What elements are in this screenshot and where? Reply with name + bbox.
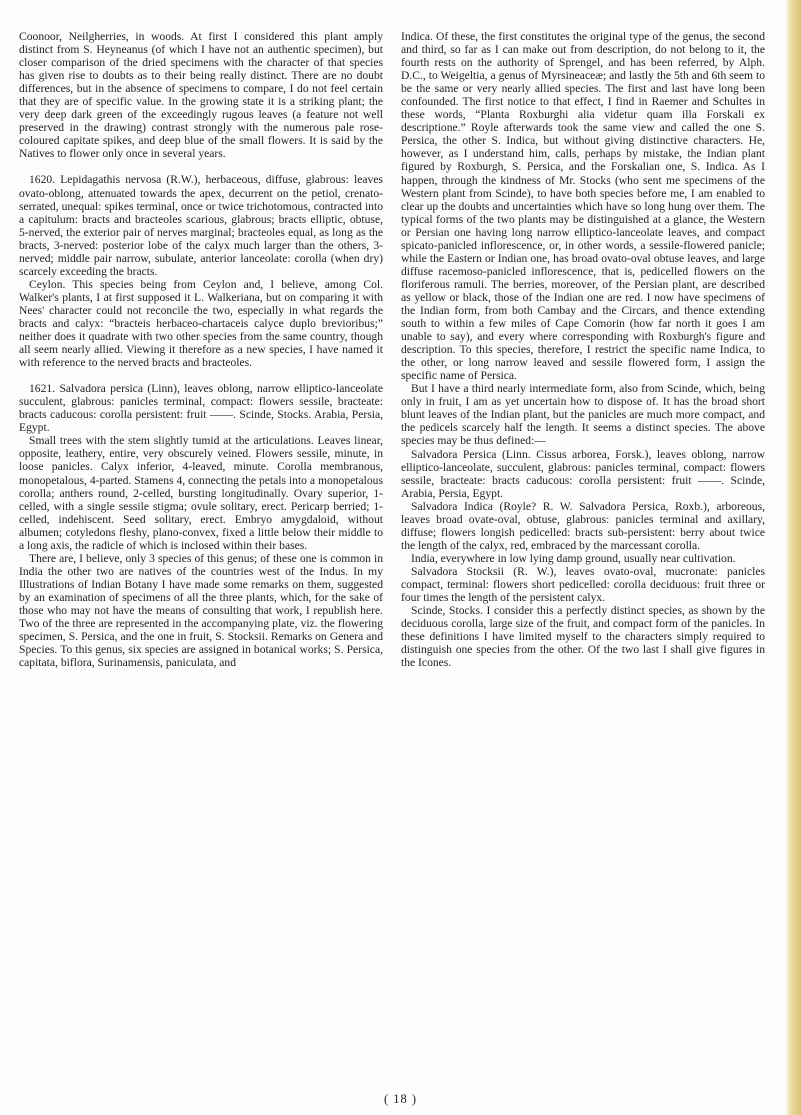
paragraph: 1620. Lepidagathis nervosa (R.W.), herbaceous, diffuse, glabrous: leaves ovato-oblong, attenuated towards the apex, decurrent on the petiol, crenato-serrated, unequal: spikes terminal, once or twice trichotomous, contracted into a capitulum: bracts and bracteoles scarious, glabrous; bracts elliptic, obtuse, 5-nerved, the exterior pair of nerves marginal; bracteoles equal, as long as the bracts, 3-nerved: posterior lobe of the calyx much larger than the others, 3-nerved; middle pair narrow, subulate, anterior lanceolate: corolla (when dry) scarcely exceeding the bracts. — [19, 173, 383, 278]
paragraph: 1621. Salvadora persica (Linn), leaves oblong, narrow elliptico-lanceolate succulent, glabrous: panicles terminal, compact: flowers sessile, bracteate: bracts caducous: corolla persistent: fruit ——. Scinde, Stocks. Arabia, Persia, Egypt. — [19, 382, 383, 435]
paragraph: Salvadora Indica (Royle? R. W. Salvadora Persica, Roxb.), arboreous, leaves broad ovate-oval, obtuse, glabrous: panicles terminal and axillary, diffuse; flowers longish pedicelled: bracts sub-persistent: berry about twice the length of the calyx, red, embraced by the marcessant corolla. — [401, 499, 765, 552]
paragraph: India, everywhere in low lying damp ground, usually near cultivation. — [411, 551, 736, 565]
binding-edge — [785, 0, 801, 1115]
left-column — [19, 30, 383, 669]
paragraph: There are, I believe, only 3 species of this genus; of these one is common in India the other two are natives of the countries west of the Indus. In my Illustrations of Indian Botany I have made some remarks on them, suggested by an examination of specimens of all the three plants, which, for the sake of those who may not have the means of consulting that work, I republish here. Two of the three are represented in the accompanying plate, viz. the flowering specimen, S. Persica, and the one in fruit, S. Stocksii. Remarks on Genera and Species. To this genus, six species are assigned in botanical works; S. Persica, capitata, biflora, Surinamensis, paniculata, and — [19, 551, 383, 670]
paragraph: Salvadora Persica (Linn. Cissus arborea, Forsk.), leaves oblong, narrow elliptico-lanceolate, succulent, glabrous: panicles terminal, compact: flowers sessile, bracteate: bracts caducous: corolla persistent: fruit ——. Scinde, Arabia, Persia, Egypt. — [401, 447, 765, 500]
paragraph: Small trees with the stem slightly tumid at the articulations. Leaves linear, opposite, leathery, entire, very obscurely veined. Flowers sessile, minute, in loose panicles. Calyx inferior, 4-leaved, minute. Corolla membranous, monopetalous, 4-parted. Stamens 4, connecting the petals into a monopetalous corolla; anthers round, 2-celled, bursting longitudinally. Ovary superior, 1-celled, with a single sessile stigma; ovule solitary, erect. Pericarp berried; 1-celled, indehiscent. Seed solitary, erect. Embryo amygdaloid, without albumen; cotyledons fleshy, plano-convex, fixed a little below their middle to a long axis, the radicle of which is inclosed within their bases. — [19, 434, 383, 552]
paragraph: Salvadora Stocksii (R. W.), leaves ovato-oval, mucronate: panicles compact, terminal: flowers short pedicelled: corolla deciduous: fruit three or four times the length of the persistent calyx. — [401, 564, 765, 605]
right-column — [401, 30, 765, 669]
page-number: ( 18 ) — [383, 1092, 418, 1106]
paragraph: Coonoor, Neilgherries, in woods. At first I considered this plant amply distinct from S. Heyneanus (of which I have not an authentic specimen), but closer comparison of the dried specimens with the character of that species has given rise to doubts as to their being really distinct. There are no doubt differences, but in the absence of specimens to compare, I do not feel certain that they are of specific value. In the growing state it is a striking plant; the very deep dark green of the exceedingly rugous leaves (a feature not well preserved in the drawing) contrast strongly with the numerous pale rose-coloured capitate spikes, and deep blue of the small flowers. It is said by the Natives to flower only once in several years. — [19, 30, 383, 161]
paragraph: Scinde, Stocks. I consider this a perfectly distinct species, as shown by the deciduous corolla, large size of the fruit, and compact form of the panicles. In these definitions I have limited myself to the characters simply required to distinguish one species from the other. Of the two last I shall give figures in the Icones. — [401, 604, 765, 670]
paragraph: Indica. Of these, the first constitutes the original type of the genus, the second and third, so far as I can make out from description, do not belong to it, the fourth rests on the authority of Sprengel, and has been referred, by Alph. D.C., to Weigeltia, a genus of Myrsineaceæ; and lastly the 5th and 6th seem to be the same or very nearly allied species. The first and last have long been confounded. The first notice to that effect, I find in Raemer and Schultes in these words, “Planta Roxburghi alia videtur quam illa Forskali ex descriptione.” Royle afterwards took the same view and called the one S. Persica, the other S. Indica, but without giving distinctive characters. He, however, as I understand him, calls, perhaps by mistake, the Indian plant figured by Roxburgh, S. Persica, and the Forskalian one, S. Indica. As I happen, through the kindness of Mr. Stocks (who sent me specimens of the Western plant from Scinde), to have both species before me, I am enabled to clear up the doubts and uncertainties which have so long hung over them. The typical forms of the two plants may be distinguished at a glance, the Western or Persian one having long narrow elliptico-lanceolate leaves, and compact spicato-panicled inflorescence, or, in other words, a sessile-flowered panicle; while the Eastern or Indian one, has broad ovato-oval obtuse leaves, and large diffuse racemoso-panicled inflorescence, that is, pedicelled flowers on the floriferous ramuli. The berries, moreover, of the Persian plant, are described as yellow or black, those of the Indian one are red. I now have specimens of the Indian form, from both Cambay and the Circars, and thence extending south to within a few miles of Cape Comorin (how far north it goes I am unable to say), and every where corresponding with Roxburgh's figure and description. To this species, therefore, I restrict the specific name Indica, to the other, or long narrow leaved and sessile flowered form, I assign the specific name of Persica. — [401, 30, 765, 383]
paragraph: Ceylon. This species being from Ceylon and, I believe, among Col. Walker's plants, I at first supposed it L. Walkeriana, but on comparing it with Nees' character could not reconcile the two, especially in what regards the bracts and calyx: “bracteis herbaceo-chartaceis calyce duplo brevioribus;” neither does it quadrate with two other species from the same country, though all seem nearly allied. Viewing it therefore as a new species, I have named it with reference to the nerved bracts and bracteoles. — [19, 277, 383, 370]
paragraph: But I have a third nearly intermediate form, also from Scinde, which, being only in fruit, I am as yet uncertain how to dispose of. It has the broad short blunt leaves of the Indian plant, but the panicles are much more compact, and the pedicels scarcely half the length. It seems a distinct species. The above species may be thus defined:— — [401, 382, 765, 448]
